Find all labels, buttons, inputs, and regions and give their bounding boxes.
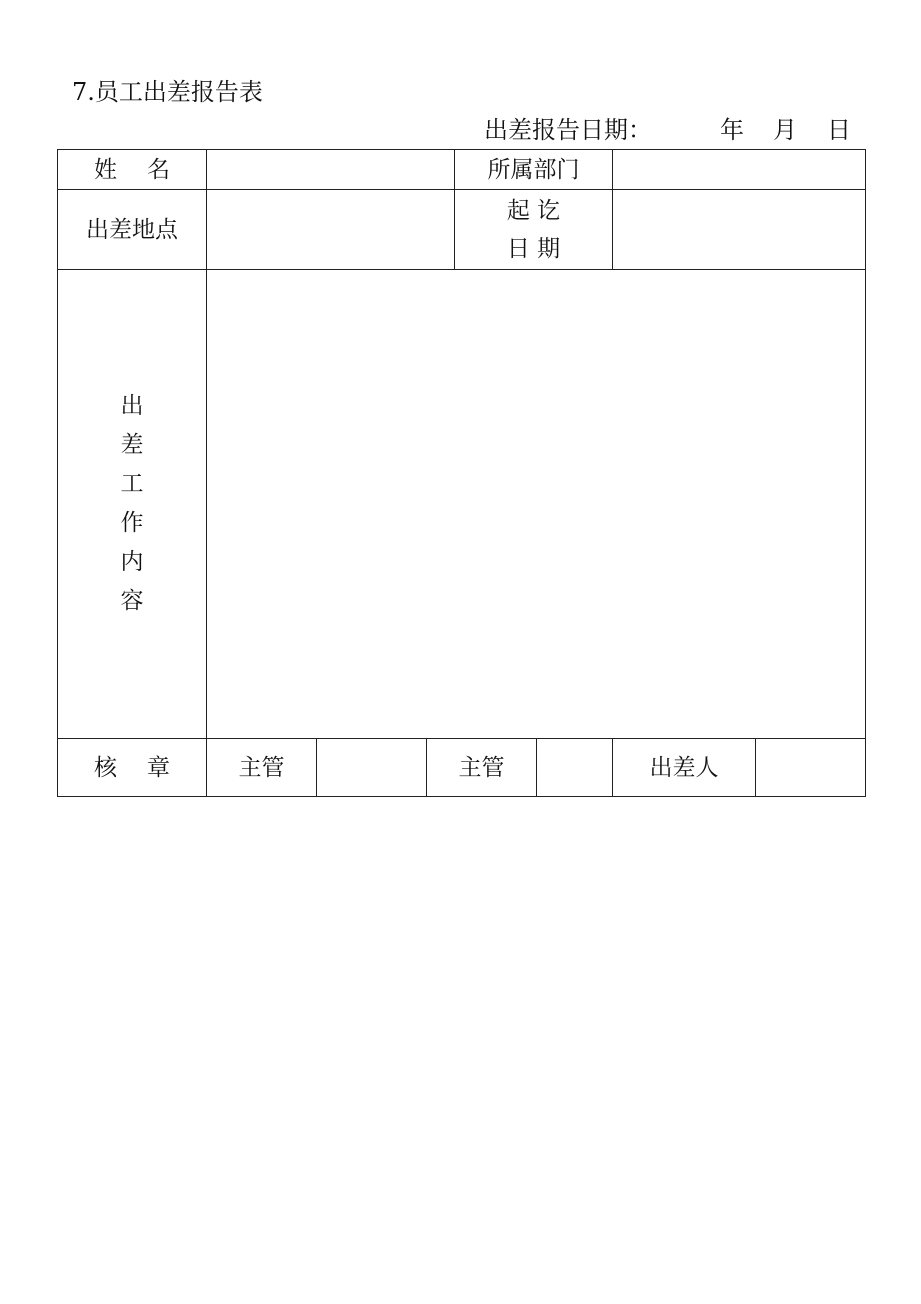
dates-label-line-2: 日 期: [506, 235, 561, 262]
seal-label-char-1: 核: [94, 754, 117, 781]
seal-label-cell: [58, 739, 207, 797]
form-row-seal: [58, 739, 866, 797]
form-row-name: [58, 150, 866, 190]
seal-label-char-2: 章: [147, 754, 170, 781]
department-value-cell[interactable]: [613, 150, 866, 190]
report-date-line: [484, 114, 851, 146]
supervisor-a-signature-cell[interactable]: [317, 739, 427, 797]
traveler-signature-cell[interactable]: [756, 739, 866, 797]
name-label-char-2: 名: [147, 156, 170, 183]
location-value-cell[interactable]: [207, 190, 455, 270]
name-label-cell: [58, 150, 207, 190]
content-label: 出差工作内容: [120, 393, 144, 614]
dates-label-cell: [455, 190, 613, 270]
name-label-char-1: 姓: [94, 156, 117, 183]
supervisor-a-label-cell: 主管: [207, 739, 317, 797]
supervisor-b-signature-cell[interactable]: [537, 739, 613, 797]
department-label-cell: 所属部门: [455, 150, 613, 190]
travel-report-form: [57, 149, 866, 797]
dates-value-cell[interactable]: [613, 190, 866, 270]
page-title: 7.员工出差报告表: [72, 78, 263, 106]
report-date-year-unit: 年: [720, 116, 744, 144]
dates-label-line-1: 起 讫: [506, 197, 561, 224]
name-value-cell[interactable]: [207, 150, 455, 190]
location-label-cell: 出差地点: [58, 190, 207, 270]
report-date-label: 出差报告日期：: [484, 116, 652, 144]
form-row-location: [58, 190, 866, 270]
form-row-content: [58, 270, 866, 739]
report-date-month-unit: 月: [773, 116, 797, 144]
report-date-day-unit: 日: [827, 116, 851, 144]
content-value-cell[interactable]: [207, 270, 866, 739]
traveler-label-cell: 出差人: [613, 739, 756, 797]
content-label-cell: [58, 270, 207, 739]
supervisor-b-label-cell: 主管: [427, 739, 537, 797]
